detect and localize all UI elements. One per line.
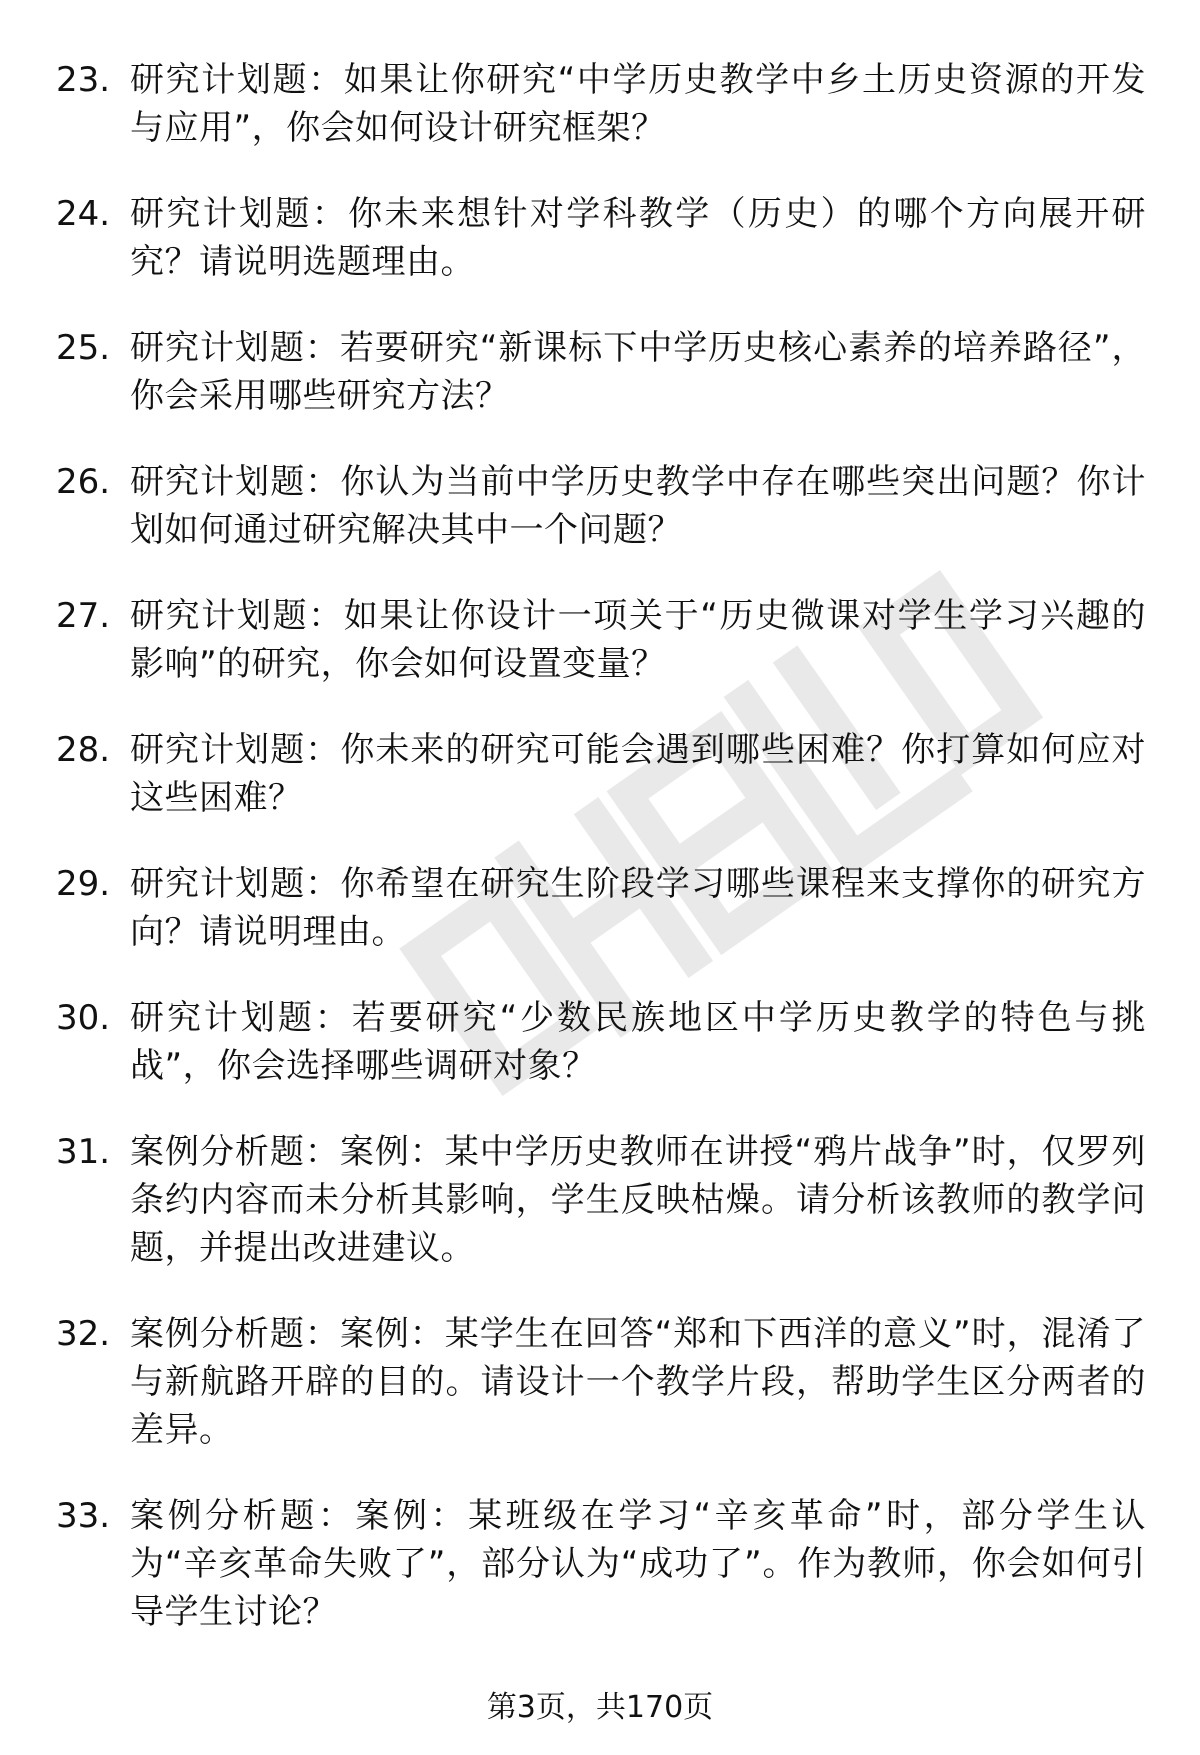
question-number: 30. bbox=[56, 998, 111, 1038]
question-item bbox=[56, 726, 1146, 822]
page-footer: 第3页，共170页 bbox=[486, 1690, 714, 1725]
question-number: 29. bbox=[56, 864, 111, 904]
question-text: 研究计划题：若要研究“新课标下中学历史核心素养的培养路径”，你会采用哪些研究方法？ bbox=[130, 328, 1146, 416]
question-number: 31. bbox=[56, 1132, 111, 1172]
question-item bbox=[56, 324, 1146, 420]
question-item bbox=[56, 190, 1146, 286]
question-text: 研究计划题：若要研究“少数民族地区中学历史教学的特色与挑战”，你会选择哪些调研对象？ bbox=[130, 998, 1146, 1086]
question-text: 案例分析题：案例：某班级在学习“辛亥革命”时，部分学生认为“辛亥革命失败了”，部分认为“成功了”。作为教师，你会如何引导学生讨论？ bbox=[130, 1496, 1146, 1632]
question-text: 案例分析题：案例：某中学历史教师在讲授“鸦片战争”时，仅罗列条约内容而未分析其影响，学生反映枯燥。请分析该教师的教学问题，并提出改进建议。 bbox=[130, 1132, 1146, 1268]
question-number: 23. bbox=[56, 60, 111, 100]
question-text: 研究计划题：如果让你研究“中学历史教学中乡土历史资源的开发与应用”，你会如何设计研究框架？ bbox=[130, 60, 1146, 148]
question-text: 研究计划题：你认为当前中学历史教学中存在哪些突出问题？你计划如何通过研究解决其中一个问题？ bbox=[130, 462, 1146, 550]
question-number: 25. bbox=[56, 328, 111, 368]
question-text: 研究计划题：你未来想针对学科教学（历史）的哪个方向展开研究？请说明选题理由。 bbox=[130, 194, 1146, 282]
question-text: 案例分析题：案例：某学生在回答“郑和下西洋的意义”时，混淆了与新航路开辟的目的。请设计一个教学片段，帮助学生区分两者的差异。 bbox=[130, 1314, 1146, 1450]
question-item bbox=[56, 1310, 1146, 1454]
question-item bbox=[56, 1492, 1146, 1636]
question-item bbox=[56, 56, 1146, 152]
question-list bbox=[56, 56, 1146, 1674]
question-item bbox=[56, 860, 1146, 956]
question-number: 32. bbox=[56, 1314, 111, 1354]
question-number: 27. bbox=[56, 596, 111, 636]
question-number: 24. bbox=[56, 194, 111, 234]
question-item bbox=[56, 994, 1146, 1090]
question-item bbox=[56, 1128, 1146, 1272]
question-number: 28. bbox=[56, 730, 111, 770]
question-item bbox=[56, 458, 1146, 554]
question-text: 研究计划题：你希望在研究生阶段学习哪些课程来支撑你的研究方向？请说明理由。 bbox=[130, 864, 1146, 952]
question-number: 26. bbox=[56, 462, 111, 502]
question-number: 33. bbox=[56, 1496, 111, 1536]
question-text: 研究计划题：如果让你设计一项关于“历史微课对学生学习兴趣的影响”的研究，你会如何设置变量？ bbox=[130, 596, 1146, 684]
question-text: 研究计划题：你未来的研究可能会遇到哪些困难？你打算如何应对这些困难？ bbox=[130, 730, 1146, 818]
question-item bbox=[56, 592, 1146, 688]
